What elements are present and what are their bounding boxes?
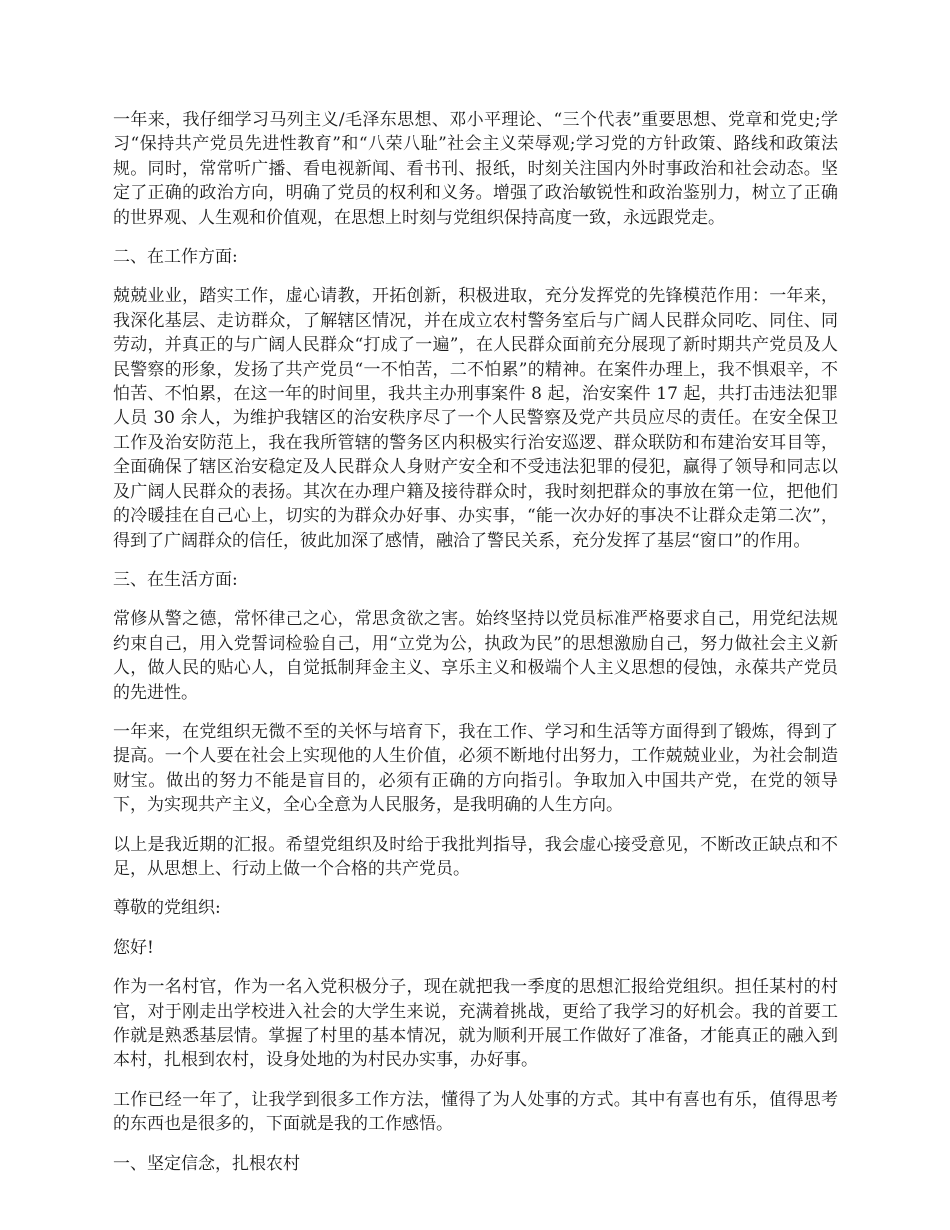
heading-life: 三、在生活方面: (113, 569, 238, 590)
paragraph-life: 常修从警之德，常怀律己之心，常思贪欲之害。始终坚持以党员标准严格要求自己，用党纪法规约束自己，用入党誓词检验自己，用“立党为公，执政为民”的思想激励自己，努力做社会主义新人，做人民的贴心人，自觉抵制拜金主义、享乐主义和极端个人主义思想的侵蚀，永葆共产党员的先进性。 (113, 609, 838, 703)
document-body (113, 108, 838, 1191)
greeting: 您好! (113, 937, 154, 958)
salutation: 尊敬的党组织: (113, 898, 221, 919)
heading-section-one: 一、坚定信念，扎根农村 (113, 1153, 300, 1174)
paragraph-work-insights: 工作已经一年了，让我学到很多工作方法，懂得了为人处事的方式。其中有喜也有乐，值得思考的东西也是很多的，下面就是我的工作感悟。 (113, 1089, 838, 1135)
paragraph-study: 一年来，我仔细学习马列主义/毛泽东思想、邓小平理论、“三个代表”重要思想、党章和党史;学习“保持共产党员先进性教育”和“八荣八耻”社会主义荣辱观;学习党的方针政策、路线和政策法规。同时，常常听广播、看电视新闻、看书刊、报纸，时刻关注国内外时事政治和社会动态。坚定了正确的政治方向，明确了党员的权利和义务。增强了政治敏锐性和政治鉴别力，树立了正确的世界观、人生观和价值观，在思想上时刻与党组织保持高度一致，永远跟党走。 (113, 110, 838, 228)
paragraph-summary: 一年来，在党组织无微不至的关怀与培育下，我在工作、学习和生活等方面得到了锻炼，得到了提高。一个人要在社会上实现他的人生价值，必须不断地付出努力，工作兢兢业业，为社会制造财宝。做出的努力不能是盲目的，必须有正确的方向指引。争取加入中国共产党，在党的领导下，为实现共产主义，全心全意为人民服务，是我明确的人生方向。 (113, 721, 838, 816)
paragraph-closing: 以上是我近期的汇报。希望党组织及时给于我批判指导，我会虚心接受意见，不断改正缺点和不足，从思想上、行动上做一个合格的共产党员。 (113, 834, 838, 879)
paragraph-village-official: 作为一名村官，作为一名入党积极分子，现在就把我一季度的思想汇报给党组织。担任某村的村官，对于刚走出学校进入社会的大学生来说，充满着挑战，更给了我学习的好机会。我的首要工作就是熟悉基层情。掌握了村里的基本情况，就为顺利开展工作做好了准备，才能真正的融入到本村，扎根到农村，设身处地的为村民办实事，办好事。 (113, 977, 838, 1071)
heading-work: 二、在工作方面: (113, 247, 238, 268)
paragraph-work: 兢兢业业，踏实工作，虚心请教，开拓创新，积极进取，充分发挥党的先锋模范作用：一年来，我深化基层、走访群众，了解辖区情况，并在成立农村警务室后与广阔人民群众同吃、同住、同劳动，并真正的与广阔人民群众“打成了一遍”，在人民群众面前充分展现了新时期共产党员及人民警察的形象，发扬了共产党员“一不怕苦，二不怕累”的精神。在案件办理上，我不惧艰辛，不怕苦、不怕累，在这一年的时间里，我共主办刑事案件 8 起，治安案件 17 起，共打击违法犯罪人员 30 余人，为维护我辖区的治安秩序尽了一个人民警察及党产共员应尽的责任。在安全保卫工作及治安防范上，我在我所管辖的警务区内积极实行治安巡逻、群众联防和布建治安耳目等，全面确保了辖区治安稳定及人民群众人身财产安全和不受违法犯罪的侵犯，赢得了领导和同志以及广阔人民群众的表扬。其次在办理户籍及接待群众时，我时刻把群众的事放在第一位，把他们的冷暖挂在自己心上，切实的为群众办好事、办实事，“能一次办好的事决不让群众走第二次”，得到了广阔群众的信任，彼此加深了感情，融洽了警民关系，充分发挥了基层“窗口”的作用。 (113, 286, 838, 551)
